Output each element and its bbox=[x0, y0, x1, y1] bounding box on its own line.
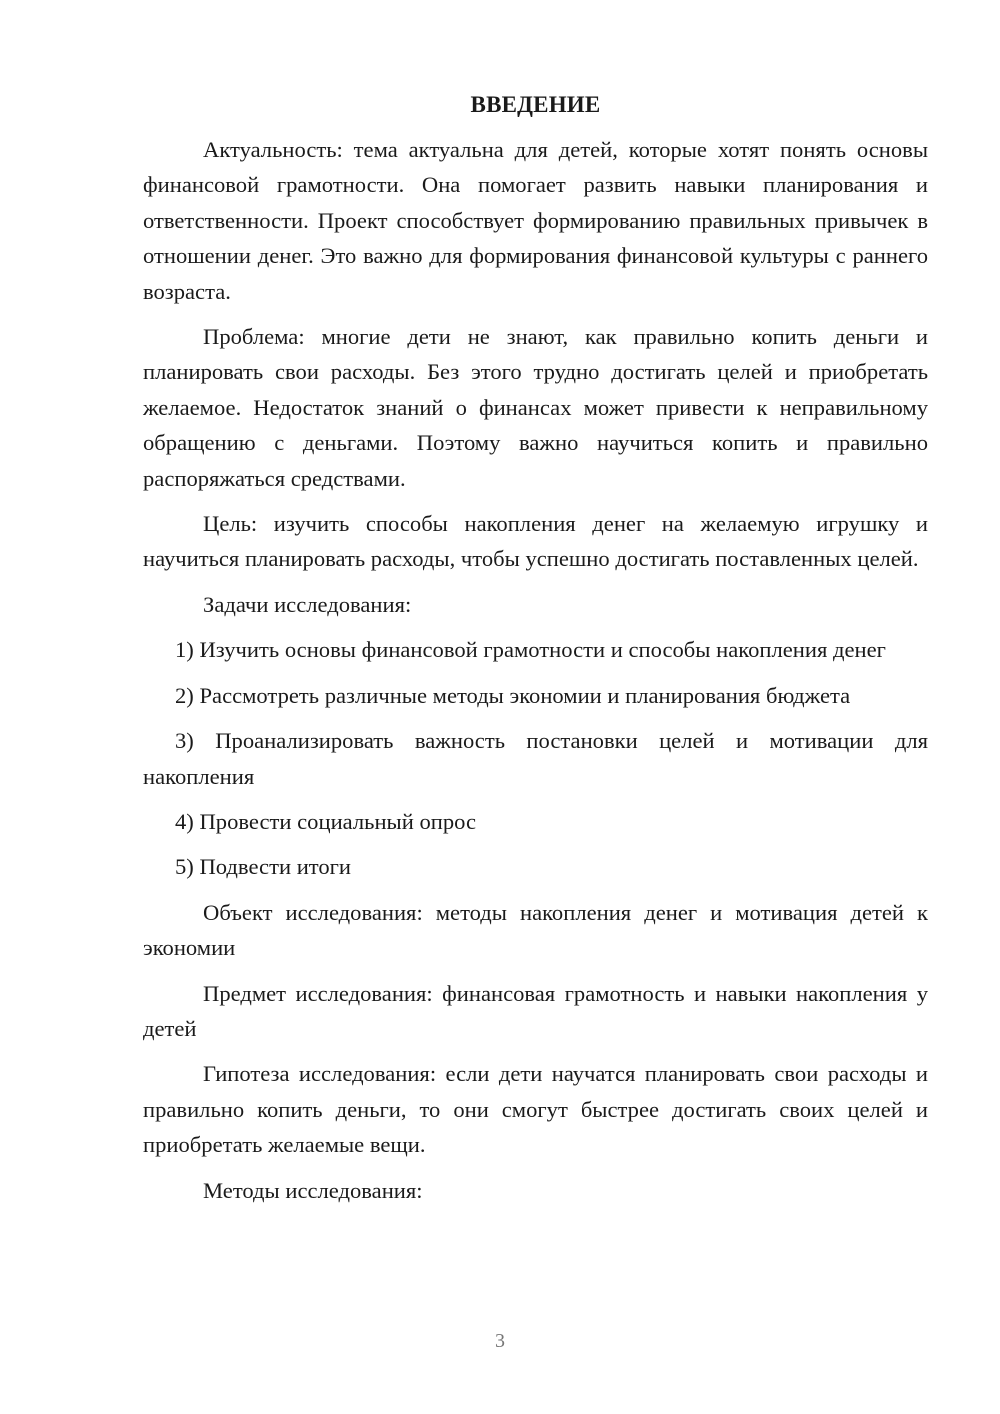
paragraph-methods: Методы исследования: bbox=[203, 1177, 423, 1203]
paragraph-tasks-title: Задачи исследования: bbox=[203, 591, 412, 617]
task-item-2: 2) Рассмотреть различные методы экономии и планирования бюджета bbox=[175, 682, 851, 708]
task-item-3: 3) Проанализировать важность постановки целей и мотивации для накопления bbox=[143, 728, 928, 789]
page-number: 3 bbox=[495, 1330, 505, 1352]
task-item-4: 4) Провести социальный опрос bbox=[175, 808, 477, 834]
paragraph-object: Объект исследования: методы накопления денег и мотивация детей к экономии bbox=[143, 899, 928, 961]
task-item-5: 5) Подвести итоги bbox=[175, 854, 352, 880]
paragraph-goal: Цель: изучить способы накопления денег на желаемую игрушку и научиться планировать расходы, чтобы успешно достигать поставленных целей. bbox=[143, 511, 928, 572]
section-heading: ВВЕДЕНИЕ bbox=[470, 92, 601, 117]
page-content bbox=[143, 92, 928, 1218]
task-item-1: 1) Изучить основы финансовой грамотности и способы накопления денег bbox=[175, 637, 886, 663]
paragraph-subject: Предмет исследования: финансовая грамотность и навыки накопления у детей bbox=[143, 980, 928, 1041]
paragraph-problem: Проблема: многие дети не знают, как правильно копить деньги и планировать свои расходы. Без этого трудно достигать целей и приобретать желаемое. Недостаток знаний о финансах может привести к неправильному обращению с деньгами. Поэтому важно научиться копить и правильно распоряжаться средствами. bbox=[143, 324, 928, 491]
paragraph-hypothesis: Гипотеза исследования: если дети научатся планировать свои расходы и правильно копить деньги, то они смогут быстрее достигать своих целей и приобретать желаемые вещи. bbox=[143, 1061, 928, 1158]
paragraph-relevance: Актуальность: тема актуальна для детей, которые хотят понять основы финансовой грамотности. Она помогает развить навыки планирования и ответственности. Проект способствует формированию правильных привычек в отношении денег. Это важно для формирования финансовой культуры с раннего возраста. bbox=[143, 137, 928, 304]
